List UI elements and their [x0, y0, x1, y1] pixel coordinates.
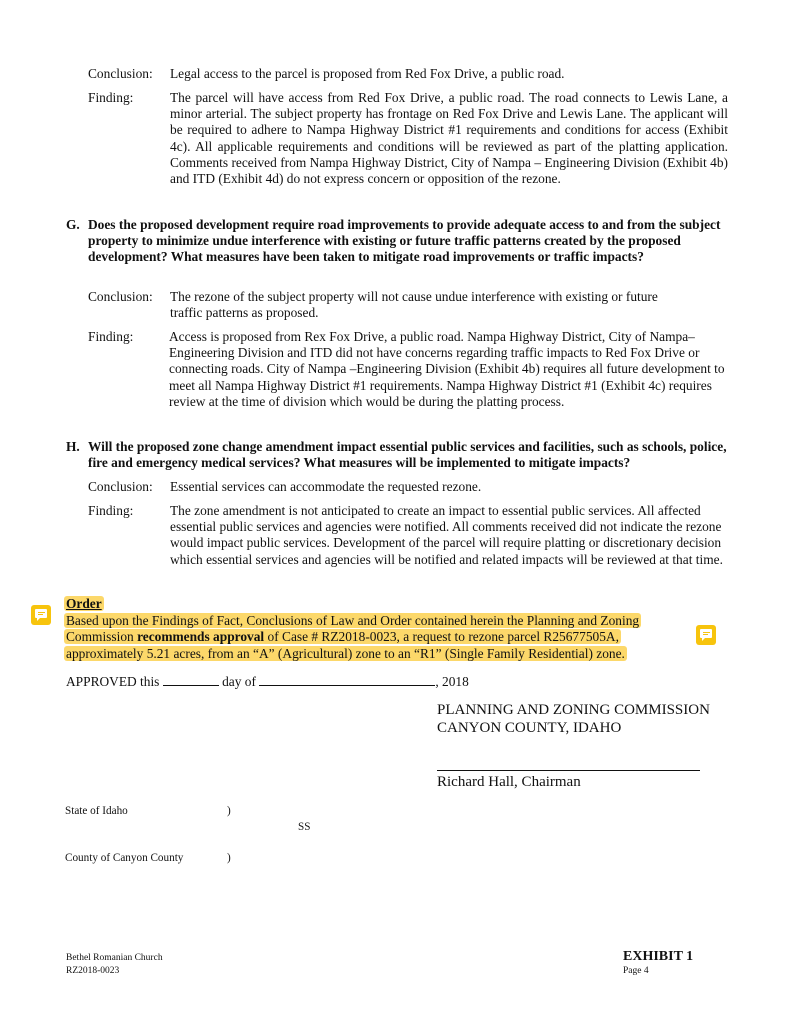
exhibit-label: EXHIBIT 1	[623, 949, 694, 964]
finding-text: The parcel will have access from Red Fox Drive, a public road. The road connects to Lewis Lane, a minor arterial. The subject property has frontage on Red Fox Drive and Lewis Lane. The applicant will be required to adhere to Nampa Highway District #1 requirements and conditions for access (Exhibit 4c). All applicable requirements and conditions will be reviewed as part of the platting application. Comments received from Nampa Highway District, City of Nampa – Engineering Division (Exhibit 4b) and ITD (Exhibit 4d) do not express concern or opposition of the rezone.	[170, 90, 728, 187]
finding-label: Finding:	[88, 90, 134, 105]
section-g-question	[66, 217, 730, 283]
comment-icon[interactable]	[31, 605, 51, 625]
notary-ss: SS	[298, 821, 311, 833]
page-number: Page 4	[623, 966, 649, 976]
section-letter: H.	[66, 439, 80, 454]
conclusion-text: Essential services can accommodate the requested rezone.	[170, 479, 482, 494]
notary-paren: )	[227, 805, 231, 817]
footer-applicant: Bethel Romanian Church	[66, 953, 163, 963]
notary-paren: )	[227, 852, 231, 864]
conclusion-label: Conclusion:	[88, 289, 153, 304]
commission-name: PLANNING AND ZONING COMMISSION	[437, 702, 710, 718]
section-g-conclusion	[88, 289, 728, 323]
order-text-2: of Case # RZ2018-0023, a request to rezone parcel R25677505A, approximately 5.21 acres, from an “A” (Agricultural) zone to an “R1” (Single Family Residential) zone.	[66, 629, 625, 661]
order-section	[64, 596, 684, 662]
section-h-finding	[88, 503, 728, 587]
finding-text: The zone amendment is not anticipated to create an impact to essential public services. All affected essential public services and agencies were notified. All comments received did not indicate the rezone would impact public services. Development of the parcel will require platting or discretionary decision which essential services and agencies will be notified and related impacts will be reviewed at that time.	[170, 503, 723, 567]
section-h-conclusion	[88, 479, 728, 496]
conclusion-label: Conclusion:	[88, 66, 153, 81]
order-highlighted-text	[64, 613, 641, 661]
notary-county: County of Canyon County	[65, 852, 184, 864]
finding-text: Access is proposed from Rex Fox Drive, a public road. Nampa Highway District, City of Nampa–Engineering Division and ITD did not have concerns regarding traffic impacts to Red Fox Drive or connecting roads. City of Nampa –Engineering Division (Exhibit 4b) requires all future development to meet all Nampa Highway District #1 requirements. Nampa Highway District #1 (Exhibit 4c) requires review at the time of division which would be during the platting process.	[169, 329, 725, 409]
finding-label: Finding:	[88, 329, 134, 344]
day-blank[interactable]	[163, 674, 219, 686]
approved-prefix: APPROVED this	[66, 674, 160, 689]
approved-line	[66, 674, 469, 690]
conclusion-text: The rezone of the subject property will not cause undue interference with existing or future traffic patterns as proposed.	[170, 289, 658, 321]
signature-line[interactable]	[437, 770, 700, 771]
month-blank[interactable]	[259, 674, 435, 686]
notary-state: State of Idaho	[65, 805, 128, 817]
section-f-finding	[88, 90, 728, 205]
commission-location: CANYON COUNTY, IDAHO	[437, 720, 622, 736]
conclusion-label: Conclusion:	[88, 479, 153, 494]
section-letter: G.	[66, 217, 80, 232]
section-g-finding	[88, 329, 728, 429]
question-text: Does the proposed development require road improvements to provide adequate access to and from the subject property to minimize undue interference with existing or future traffic patterns created by the proposed development? What measures have been taken to mitigate road improvements or traffic impacts?	[88, 217, 721, 265]
commission-block	[437, 701, 710, 737]
signer-name: Richard Hall, Chairman	[437, 774, 581, 790]
approved-year: , 2018	[435, 674, 469, 689]
section-f-conclusion	[88, 66, 728, 83]
finding-label: Finding:	[88, 503, 134, 518]
section-h-question	[66, 439, 730, 473]
conclusion-text: Legal access to the parcel is proposed from Red Fox Drive, a public road.	[170, 66, 565, 81]
approved-middle: day of	[222, 674, 256, 689]
footer-right	[623, 948, 693, 978]
comment-icon[interactable]	[696, 625, 716, 645]
footer-case-number: RZ2018-0023	[66, 966, 120, 976]
footer-left	[66, 952, 163, 978]
order-title: Order	[66, 596, 102, 611]
order-recommends-approval: recommends approval	[137, 629, 265, 645]
question-text: Will the proposed zone change amendment impact essential public services and facilities, such as schools, police, fire and emergency medical services? What measures will be implemented to mitigate impacts?	[88, 439, 727, 471]
order-text-1: Based upon the Findings of Fact, Conclusions of Law and Order contained herein the Planning and Zoning Commission	[66, 612, 640, 645]
